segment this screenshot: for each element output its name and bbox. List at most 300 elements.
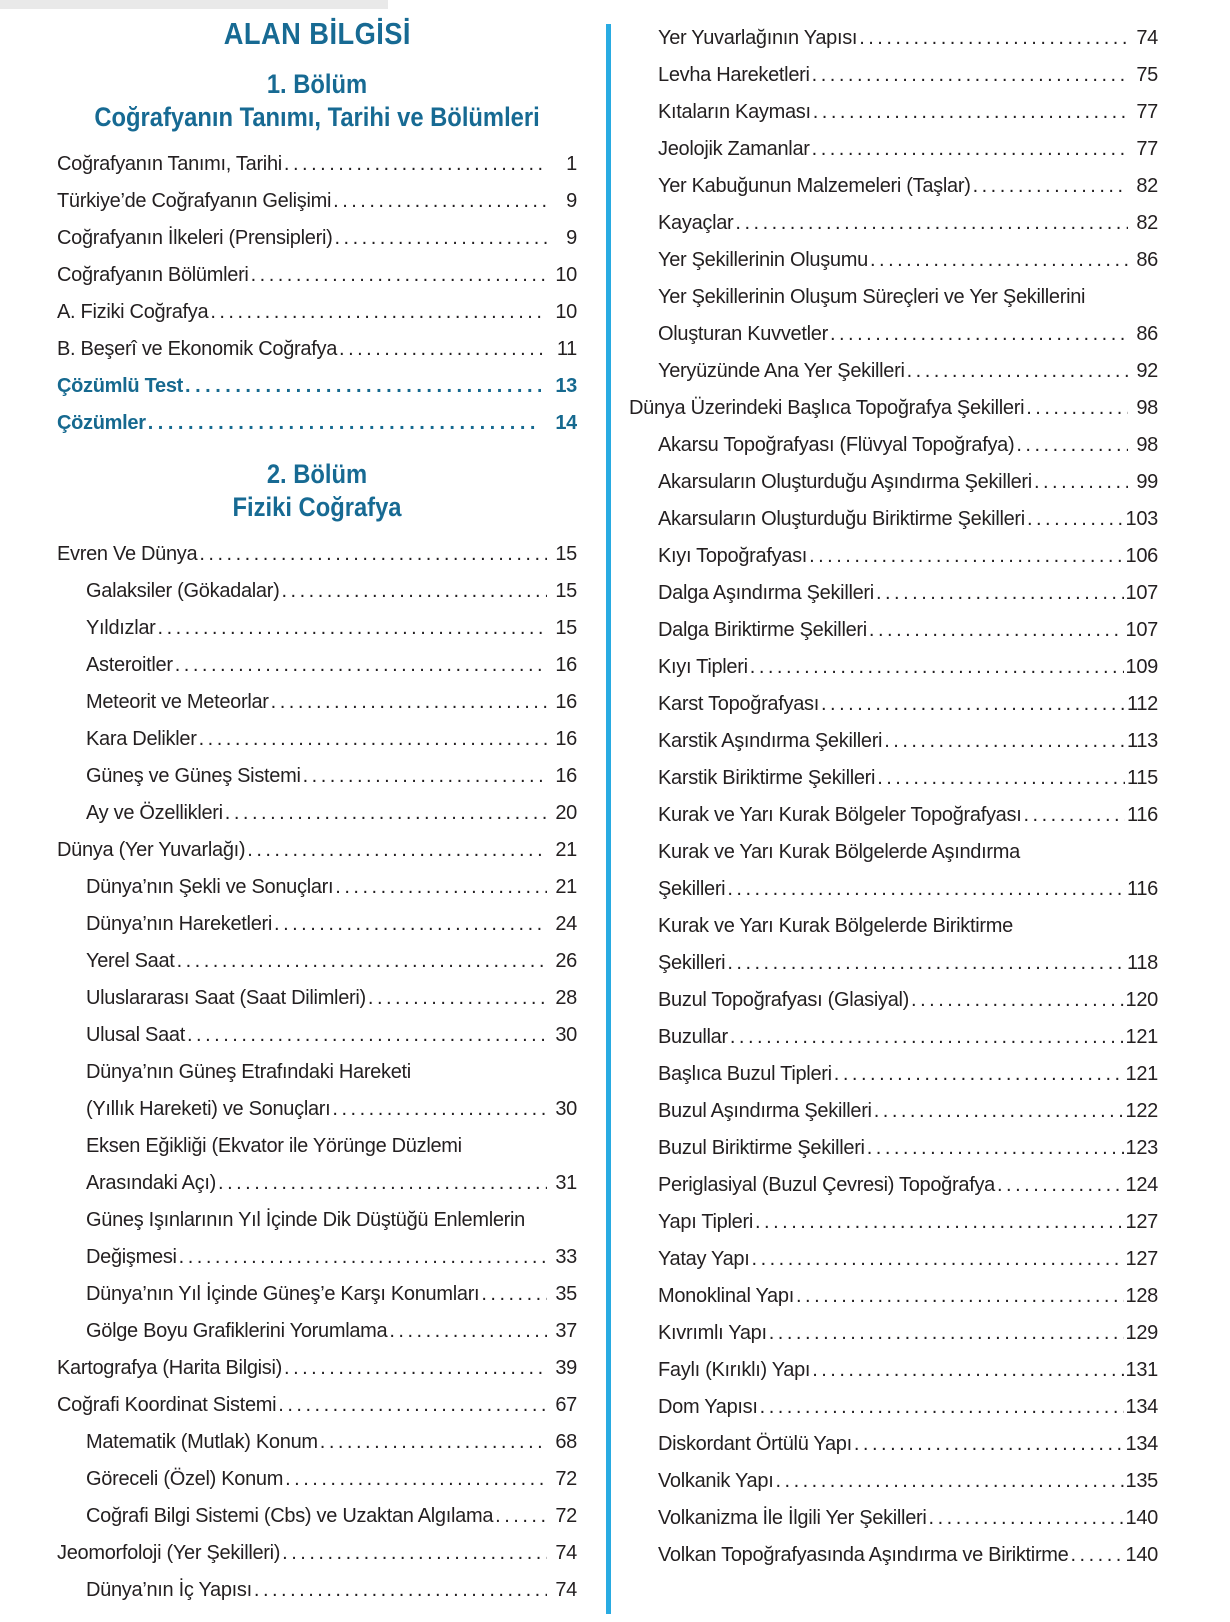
dot-leader — [1026, 390, 1128, 427]
toc-entry — [629, 612, 1158, 649]
dot-leader — [199, 536, 547, 573]
toc-entry-label: Akarsu Topoğrafyası (Flüvyal Topoğrafya) — [658, 434, 1015, 456]
dot-leader — [247, 832, 547, 869]
page-number: 15 — [555, 617, 577, 639]
dot-leader — [225, 795, 547, 832]
toc-entry — [629, 501, 1158, 538]
page-number: 86 — [1136, 323, 1158, 345]
section-1-header — [57, 68, 577, 134]
dot-leader — [282, 1535, 547, 1572]
toc-entry — [629, 205, 1158, 242]
page-number: 127 — [1125, 1211, 1158, 1233]
toc-entry — [629, 575, 1158, 612]
toc-entry — [629, 464, 1158, 501]
page-number: 9 — [566, 227, 577, 249]
toc-entry-label: Gölge Boyu Grafiklerini Yorumlama — [86, 1320, 388, 1342]
toc-entry — [629, 242, 1158, 279]
dot-leader — [812, 131, 1128, 168]
toc-left-column — [57, 0, 577, 1609]
dot-leader — [284, 146, 547, 183]
toc-entry-line1: Kurak ve Yarı Kurak Bölgelerde Biriktirme — [658, 915, 1013, 937]
page-number: 9 — [566, 190, 577, 212]
toc-entry-label: Yer Yuvarlağının Yapısı — [658, 27, 858, 49]
toc-entry — [57, 536, 577, 573]
dot-leader — [199, 721, 547, 758]
page-number: 82 — [1136, 175, 1158, 197]
toc-entry — [629, 1167, 1158, 1204]
page-number: 15 — [555, 543, 577, 565]
toc-entry-label: Volkan Topoğrafyasında Aşındırma ve Biriktirme — [658, 1544, 1069, 1566]
toc-entry-label: Diskordant Örtülü Yapı — [658, 1433, 852, 1455]
toc-entry-label: Değişmesi — [86, 1246, 177, 1268]
page-number: 122 — [1125, 1100, 1158, 1122]
toc-entry — [57, 721, 577, 758]
toc-entry — [57, 1535, 577, 1572]
dot-leader — [735, 205, 1128, 242]
toc-entry-label: Jeolojik Zamanlar — [658, 138, 810, 160]
dot-leader — [884, 723, 1125, 760]
page-number: 124 — [1125, 1174, 1158, 1196]
toc-entry — [629, 760, 1158, 797]
dot-leader — [1016, 427, 1128, 464]
toc-entry-label: Volkanik Yapı — [658, 1470, 774, 1492]
dot-leader — [179, 1239, 547, 1276]
dot-leader — [830, 316, 1128, 353]
toc-entry — [57, 368, 577, 405]
dot-leader — [187, 1017, 547, 1054]
page-number: 37 — [555, 1320, 577, 1342]
toc-entry — [57, 1424, 577, 1461]
toc-entry-label: Yer Şekillerinin Oluşumu — [658, 249, 868, 271]
toc-entry-label: Coğrafi Bilgi Sistemi (Cbs) ve Uzaktan Algılama — [86, 1505, 494, 1527]
section-1-title: Coğrafyanın Tanımı, Tarihi ve Bölümleri — [94, 102, 540, 132]
page-number: 103 — [1125, 508, 1158, 530]
page-number: 123 — [1125, 1137, 1158, 1159]
toc-entry-label: Oluşturan Kuvvetler — [658, 323, 828, 345]
dot-leader — [335, 869, 547, 906]
dot-leader — [907, 353, 1128, 390]
section-2-entries — [57, 536, 577, 1609]
toc-entry-label: Kayaçlar — [658, 212, 734, 234]
page-number: 92 — [1136, 360, 1158, 382]
toc-entry — [629, 168, 1158, 205]
page-number: 74 — [1136, 27, 1158, 49]
page-number: 67 — [555, 1394, 577, 1416]
page-number: 131 — [1125, 1359, 1158, 1381]
toc-entry-label: Dünya (Yer Yuvarlağı) — [57, 839, 246, 861]
toc-entry — [57, 832, 577, 869]
dot-leader — [727, 945, 1125, 982]
toc-entry — [57, 1017, 577, 1054]
toc-entry-label: Dünya’nın Şekli ve Sonuçları — [86, 876, 334, 898]
toc-entry — [629, 131, 1158, 168]
page-number: 72 — [555, 1468, 577, 1490]
section-1-entries — [57, 146, 577, 442]
toc-entry-label: Meteorit ve Meteorlar — [86, 691, 269, 713]
toc-entry-label: Türkiye’de Coğrafyanın Gelişimi — [57, 190, 332, 212]
toc-entry-label: Şekilleri — [658, 878, 726, 900]
toc-entry-label: Dünya’nın Hareketleri — [86, 913, 273, 935]
toc-entry — [629, 1315, 1158, 1352]
page-number: 112 — [1127, 693, 1158, 715]
dot-leader — [285, 1461, 547, 1498]
page-number: 74 — [555, 1579, 577, 1601]
page-number: 134 — [1125, 1433, 1158, 1455]
toc-entry-label: Kara Delikler — [86, 728, 197, 750]
page-number: 33 — [555, 1246, 577, 1268]
dot-leader — [755, 1204, 1124, 1241]
toc-entry-label: Matematik (Mutlak) Konum — [86, 1431, 318, 1453]
page-number: 99 — [1136, 471, 1158, 493]
toc-entry — [629, 538, 1158, 575]
toc-entry — [629, 1056, 1158, 1093]
toc-entry — [629, 1352, 1158, 1389]
toc-entry — [57, 331, 577, 368]
page-title — [57, 16, 577, 52]
page-number: 134 — [1125, 1396, 1158, 1418]
page-number: 30 — [555, 1098, 577, 1120]
dot-leader — [284, 1350, 547, 1387]
page-number: 121 — [1125, 1026, 1158, 1048]
section-2-number: 2. Bölüm — [266, 459, 368, 489]
page-number: 82 — [1136, 212, 1158, 234]
dot-leader — [813, 94, 1128, 131]
dot-leader — [303, 758, 547, 795]
page-number: 28 — [555, 987, 577, 1009]
page-number: 15 — [555, 580, 577, 602]
dot-leader — [769, 1315, 1124, 1352]
toc-entry — [629, 316, 1158, 353]
toc-entry — [57, 1498, 577, 1535]
toc-entry — [57, 758, 577, 795]
toc-entry-label: Çözümler — [57, 412, 146, 434]
page-number: 115 — [1127, 767, 1158, 789]
toc-entry — [629, 686, 1158, 723]
toc-entry — [57, 647, 577, 684]
page-number: 16 — [555, 691, 577, 713]
toc-entry — [629, 649, 1158, 686]
dot-leader — [210, 294, 547, 331]
toc-entry — [57, 943, 577, 980]
toc-entry-label: Volkanizma İle İlgili Yer Şekilleri — [658, 1507, 927, 1529]
dot-leader — [775, 1463, 1123, 1500]
toc-entry-label: Yıldızlar — [86, 617, 156, 639]
dot-leader — [854, 1426, 1124, 1463]
toc-entry-label: Evren Ve Dünya — [57, 543, 198, 565]
toc-entry — [629, 1241, 1158, 1278]
dot-leader — [1027, 501, 1124, 538]
page-number: 121 — [1125, 1063, 1158, 1085]
toc-entry-label: Dalga Biriktirme Şekilleri — [658, 619, 867, 641]
toc-entry-label: Kurak ve Yarı Kurak Bölgeler Topoğrafyası — [658, 804, 1022, 826]
page-number: 75 — [1136, 64, 1158, 86]
page-number: 16 — [555, 654, 577, 676]
page-number: 16 — [555, 765, 577, 787]
dot-leader — [158, 610, 547, 647]
page-number: 107 — [1125, 619, 1158, 641]
toc-entry-label: Güneş ve Güneş Sistemi — [86, 765, 301, 787]
dot-leader — [727, 871, 1125, 908]
section-2-header — [57, 458, 577, 524]
toc-entry-label: Yeryüzünde Ana Yer Şekilleri — [658, 360, 905, 382]
dot-leader — [1071, 1537, 1124, 1574]
toc-entry — [629, 723, 1158, 760]
dot-leader — [911, 982, 1123, 1019]
page-number: 11 — [556, 338, 577, 360]
toc-entry-label: Ay ve Özellikleri — [86, 802, 223, 824]
dot-leader — [278, 1387, 547, 1424]
dot-leader — [389, 1313, 547, 1350]
toc-entry-label: Asteroitler — [86, 654, 173, 676]
page-number: 107 — [1125, 582, 1158, 604]
toc-entry-label: Çözümlü Test — [57, 375, 184, 397]
dot-leader — [877, 760, 1125, 797]
page-number: 116 — [1127, 878, 1158, 900]
dot-leader — [750, 649, 1124, 686]
toc-entry-label: Coğrafi Koordinat Sistemi — [57, 1394, 277, 1416]
toc-entry-label: Dünya’nın İç Yapısı — [86, 1579, 252, 1601]
toc-entry-label: Akarsuların Oluşturduğu Aşındırma Şekilleri — [658, 471, 1032, 493]
toc-entry — [629, 57, 1158, 94]
toc-entry-label: Karstik Aşındırma Şekilleri — [658, 730, 883, 752]
dot-leader — [251, 257, 547, 294]
page-number: 21 — [555, 839, 577, 861]
page-number: 109 — [1125, 656, 1158, 678]
toc-entry — [629, 1019, 1158, 1056]
toc-entry-label: Kıvrımlı Yapı — [658, 1322, 767, 1344]
dot-leader — [281, 573, 547, 610]
toc-entry-line1: Yer Şekillerinin Oluşum Süreçleri ve Yer Şekillerini — [658, 286, 1086, 308]
page-number: 129 — [1125, 1322, 1158, 1344]
dot-leader — [929, 1500, 1124, 1537]
page-number: 24 — [555, 913, 577, 935]
page-title-text: ALAN BİLGİSİ — [223, 16, 411, 51]
page-number: 98 — [1136, 434, 1158, 456]
page-number: 31 — [555, 1172, 577, 1194]
dot-leader — [339, 331, 547, 368]
page-number: 35 — [555, 1283, 577, 1305]
page-number: 30 — [555, 1024, 577, 1046]
dot-leader — [812, 1352, 1123, 1389]
toc-entry-label: Göreceli (Özel) Konum — [86, 1468, 284, 1490]
page-number: 21 — [555, 876, 577, 898]
dot-leader — [870, 242, 1128, 279]
toc-entry — [57, 980, 577, 1017]
toc-entry — [629, 94, 1158, 131]
page-number: 74 — [555, 1542, 577, 1564]
dot-leader — [809, 538, 1123, 575]
toc-right-column — [629, 20, 1158, 1574]
page-number: 140 — [1125, 1507, 1158, 1529]
dot-leader — [148, 405, 541, 442]
toc-entry-label: Kıyı Tipleri — [658, 656, 748, 678]
toc-entry — [629, 353, 1158, 390]
toc-entry-line1: Kurak ve Yarı Kurak Bölgelerde Aşındırma — [658, 841, 1020, 863]
toc-entry-label: Jeomorfoloji (Yer Şekilleri) — [57, 1542, 281, 1564]
page-number: 14 — [555, 412, 577, 434]
dot-leader — [368, 980, 547, 1017]
dot-leader — [812, 57, 1128, 94]
dot-leader — [796, 1278, 1124, 1315]
toc-entry-label: Başlıca Buzul Tipleri — [658, 1063, 832, 1085]
toc-entry-label: Kıyı Topoğrafyası — [658, 545, 808, 567]
toc-entry — [57, 869, 577, 906]
toc-entry-label: Arasındaki Açı) — [86, 1172, 217, 1194]
toc-entry-label: Buzul Biriktirme Şekilleri — [658, 1137, 865, 1159]
toc-entry — [57, 1313, 577, 1350]
dot-leader — [332, 1091, 547, 1128]
dot-leader — [1034, 464, 1128, 501]
toc-entry-label: Akarsuların Oluşturduğu Biriktirme Şekilleri — [658, 508, 1025, 530]
toc-entry — [629, 1093, 1158, 1130]
column-divider — [606, 24, 611, 1614]
toc-entry — [57, 795, 577, 832]
toc-entry — [57, 1572, 577, 1609]
dot-leader — [175, 647, 547, 684]
toc-entry — [57, 220, 577, 257]
toc-entry-label: A. Fiziki Coğrafya — [57, 301, 209, 323]
toc-entry — [57, 183, 577, 220]
toc-entry-label: Galaksiler (Gökadalar) — [86, 580, 280, 602]
toc-entry — [57, 573, 577, 610]
toc-entry-label: Uluslararası Saat (Saat Dilimleri) — [86, 987, 366, 1009]
toc-entry — [629, 390, 1158, 427]
page-number: 106 — [1125, 545, 1158, 567]
toc-entry-label: Buzul Topoğrafyası (Glasiyal) — [658, 989, 910, 1011]
dot-leader — [274, 906, 547, 943]
toc-entry — [57, 1091, 577, 1128]
toc-entry-label: Faylı (Kırıklı) Yapı — [658, 1359, 811, 1381]
toc-entry-label: Dünya Üzerindeki Başlıca Topoğrafya Şekilleri — [629, 397, 1025, 419]
toc-entry — [629, 945, 1158, 982]
toc-entry — [629, 1389, 1158, 1426]
toc-entry-label: Şekilleri — [658, 952, 726, 974]
dot-leader — [177, 943, 547, 980]
toc-entry — [629, 797, 1158, 834]
dot-leader — [495, 1498, 547, 1535]
toc-entry-label: Yer Kabuğunun Malzemeleri (Taşlar) — [658, 175, 971, 197]
toc-entry-label: Kartografya (Harita Bilgisi) — [57, 1357, 283, 1379]
toc-entry — [57, 257, 577, 294]
dot-leader — [218, 1165, 547, 1202]
toc-entry — [57, 1239, 577, 1276]
dot-leader — [752, 1241, 1124, 1278]
page-number: 116 — [1127, 804, 1158, 826]
toc-entry — [57, 294, 577, 331]
dot-leader — [1023, 797, 1125, 834]
page-number: 128 — [1125, 1285, 1158, 1307]
toc-entry — [57, 906, 577, 943]
toc-entry — [57, 405, 577, 442]
toc-entry — [57, 1276, 577, 1313]
dot-leader — [876, 575, 1124, 612]
toc-entry-label: Kıtaların Kayması — [658, 101, 811, 123]
page-number: 113 — [1127, 730, 1158, 752]
page-number: 127 — [1125, 1248, 1158, 1270]
toc-entry-label: Periglasiyal (Buzul Çevresi) Topoğrafya — [658, 1174, 995, 1196]
toc-entry-label: Coğrafyanın Tanımı, Tarihi — [57, 153, 282, 175]
toc-entry-label: Dom Yapısı — [658, 1396, 758, 1418]
toc-entry-label: Yapı Tipleri — [658, 1211, 753, 1233]
toc-entry — [629, 1278, 1158, 1315]
dot-leader — [481, 1276, 547, 1313]
page-number: 1 — [566, 153, 577, 175]
toc-entry — [57, 610, 577, 647]
toc-entry-label: Coğrafyanın İlkeleri (Prensipleri) — [57, 227, 333, 249]
toc-entry-label: Buzul Aşındırma Şekilleri — [658, 1100, 872, 1122]
dot-leader — [821, 686, 1125, 723]
dot-leader — [730, 1019, 1124, 1056]
toc-entry-line1: Eksen Eğikliği (Ekvator ile Yörünge Düzlemi — [86, 1135, 462, 1157]
toc-entry — [629, 427, 1158, 464]
dot-leader — [859, 20, 1128, 57]
toc-entry — [57, 146, 577, 183]
page-number: 16 — [555, 728, 577, 750]
page-number: 20 — [555, 802, 577, 824]
page-number: 120 — [1125, 989, 1158, 1011]
right-column-entries — [629, 20, 1158, 1574]
toc-entry-label: Yatay Yapı — [658, 1248, 750, 1270]
toc-entry — [629, 871, 1158, 908]
toc-entry — [57, 1387, 577, 1424]
toc-entry-label: Dalga Aşındırma Şekilleri — [658, 582, 874, 604]
page-number: 86 — [1136, 249, 1158, 271]
toc-entry-label: Karst Topoğrafyası — [658, 693, 819, 715]
toc-entry-line1: Güneş Işınlarının Yıl İçinde Dik Düştüğü Enlemlerin — [86, 1209, 525, 1231]
page-number: 118 — [1127, 952, 1158, 974]
dot-leader — [254, 1572, 547, 1609]
page-number: 98 — [1136, 397, 1158, 419]
dot-leader — [320, 1424, 547, 1461]
dot-leader — [271, 684, 547, 721]
page-number: 72 — [555, 1505, 577, 1527]
toc-entry — [629, 20, 1158, 57]
toc-entry — [629, 1426, 1158, 1463]
toc-entry — [629, 1130, 1158, 1167]
toc-entry-label: Ulusal Saat — [86, 1024, 185, 1046]
dot-leader — [867, 1130, 1124, 1167]
page-number: 26 — [555, 950, 577, 972]
dot-leader — [334, 220, 547, 257]
toc-entry — [57, 684, 577, 721]
toc-entry — [57, 1165, 577, 1202]
toc-entry-label: B. Beşerî ve Ekonomik Coğrafya — [57, 338, 338, 360]
toc-entry-label: Buzullar — [658, 1026, 728, 1048]
section-1-number: 1. Bölüm — [266, 69, 368, 99]
dot-leader — [869, 612, 1124, 649]
dot-leader — [874, 1093, 1124, 1130]
toc-entry — [57, 1461, 577, 1498]
dot-leader — [997, 1167, 1124, 1204]
toc-entry — [629, 1204, 1158, 1241]
page-number: 140 — [1125, 1544, 1158, 1566]
toc-entry — [629, 1500, 1158, 1537]
toc-entry-label: Levha Hareketleri — [658, 64, 810, 86]
page-number: 39 — [555, 1357, 577, 1379]
toc-entry-label: Coğrafyanın Bölümleri — [57, 264, 249, 286]
page-number: 13 — [555, 375, 577, 397]
dot-leader — [333, 183, 547, 220]
page-number: 10 — [555, 301, 577, 323]
toc-entry-label: Karstik Biriktirme Şekilleri — [658, 767, 876, 789]
dot-leader — [973, 168, 1128, 205]
dot-leader — [760, 1389, 1124, 1426]
toc-entry — [629, 1463, 1158, 1500]
dot-leader — [185, 368, 541, 405]
page-number: 10 — [555, 264, 577, 286]
page-number: 77 — [1136, 138, 1158, 160]
page-number: 68 — [555, 1431, 577, 1453]
